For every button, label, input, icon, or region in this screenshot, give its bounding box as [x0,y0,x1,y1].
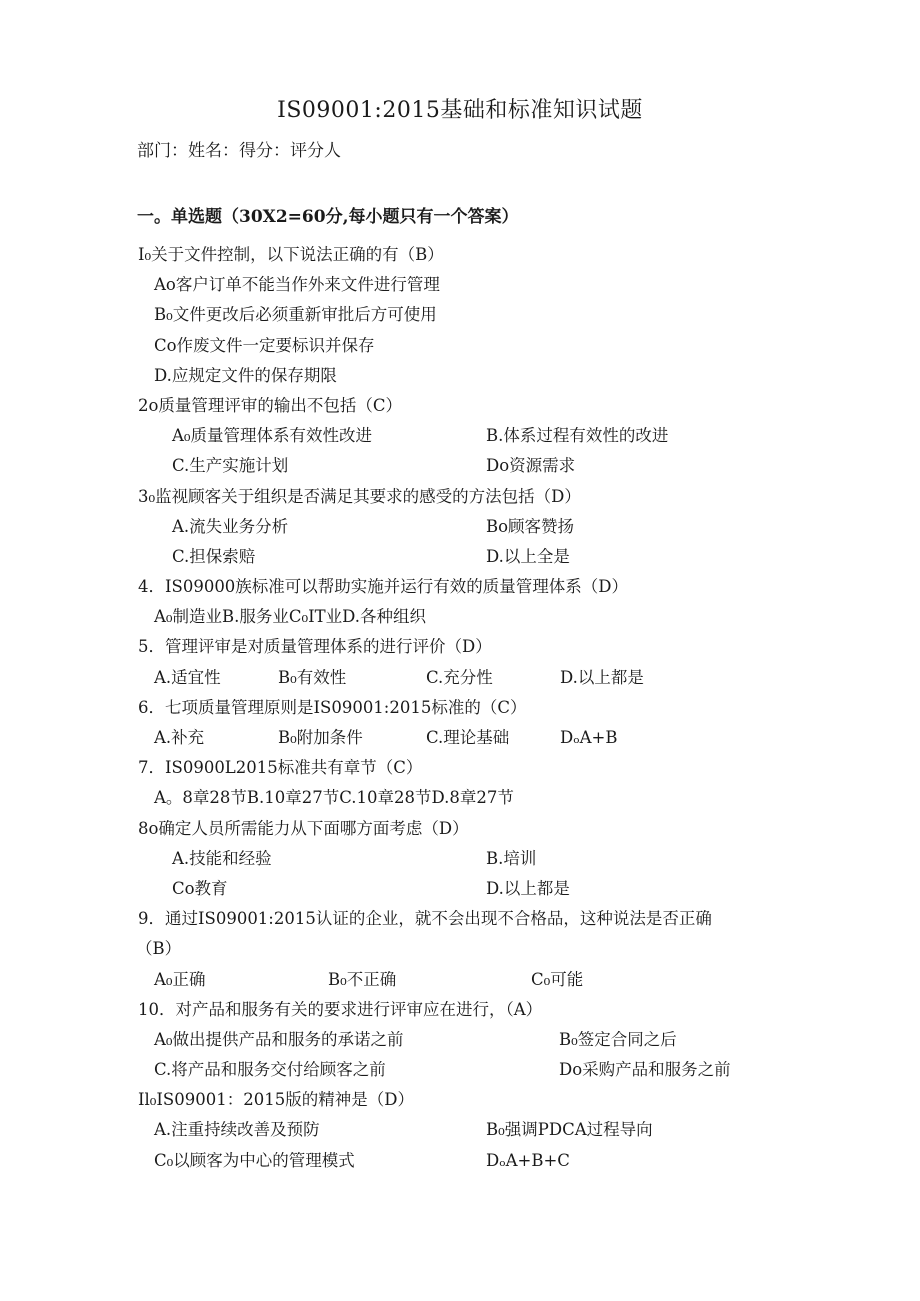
question-stem: 6．七项质量管理原则是IS09001:2015标准的（C） [138,697,527,717]
option: B₀强调PDCA过程导向 [486,1120,653,1140]
option: D.以上全是 [486,546,570,566]
option: DₒA+B+C [486,1150,570,1170]
option: D.应规定文件的保存期限 [154,365,337,385]
option: A₀正确 [154,969,206,989]
option-row [0,602,920,632]
option: B₀文件更改后必须重新审批后方可使用 [154,305,437,325]
option: A.技能和经验 [172,848,272,868]
question-stem: Il₀IS09001：2015版的精神是（D） [138,1090,414,1110]
option-row [0,1115,920,1145]
option: C.担保索赔 [172,546,256,566]
option: B₀有效性 [278,667,347,687]
option: B₀签定合同之后 [559,1029,677,1049]
option: B₀不正确 [328,969,397,989]
option-row [0,1055,920,1085]
question-stem: 3₀监视顾客关于组织是否满足其要求的感受的方法包括（D） [138,486,581,506]
option: Co作废文件一定要标识并保存 [154,335,375,355]
section-heading: 一。单选题（30X2=60分,每小题只有一个答案） [137,207,519,227]
option-row [0,1025,920,1055]
option-row [0,874,920,904]
option: Bo顾客赞扬 [486,516,575,536]
page-title: IS09001:2015基础和标准知识试题 [277,98,643,123]
question-stem: 5．管理评审是对质量管理体系的进行评价（D） [138,637,492,657]
question-stem: 2o质量管理评审的输出不包括（C） [138,395,403,415]
option-row [0,542,920,572]
option: A.流失业务分析 [172,516,289,536]
option: C₀以顾客为中心的管理模式 [154,1150,355,1170]
option-row [0,663,920,693]
option: A₀做出提供产品和服务的承诺之前 [154,1029,404,1049]
option-row [0,723,920,753]
question-stem: 9．通过IS09001:2015认证的企业，就不会出现不合格品，这种说法是否正确 [138,909,712,929]
question-stem: 10．对产品和服务有关的要求进行评审应在进行，（A） [138,999,543,1019]
question-stem: 4．IS09000族标准可以帮助实施并运行有效的质量管理体系（D） [138,577,629,597]
question-stem: I₀关于文件控制，以下说法正确的有（B） [138,245,444,264]
option: C.充分性 [426,667,493,687]
option-row [0,270,920,300]
option-row [0,451,920,481]
option-row [0,783,920,813]
option: A.适宜性 [154,667,221,687]
option-row [0,421,920,451]
option: DₒA+B [560,728,618,747]
option: C.将产品和服务交付给顾客之前 [154,1060,386,1080]
option: Co教育 [172,878,228,898]
option: A₀质量管理体系有效性改进 [172,426,373,446]
question-stem: 8o确定人员所需能力从下面哪方面考虑（D） [138,818,469,838]
question-stem-continued: （B） [136,939,182,959]
option: B₀附加条件 [278,728,363,747]
option: C.生产实施计划 [172,456,289,476]
option-row [0,512,920,542]
option: B.体系过程有效性的改进 [486,426,669,446]
option: A。8章28节B.10章27节C.10章28节D.8章27节 [154,788,514,808]
option: C₀可能 [531,969,584,989]
option-row [0,965,920,995]
option-row [0,331,920,361]
option: Ao客户订单不能当作外来文件进行管理 [154,275,440,295]
option: D.以上都是 [486,878,570,898]
question-list [0,240,920,1176]
option-row [0,1146,920,1176]
option: D.以上都是 [560,667,644,687]
option: A.补充 [154,728,205,747]
option: A₀制造业B.服务业C₀IT业D.各种组织 [154,607,427,627]
option-row [0,300,920,330]
option: A.注重持续改善及预防 [154,1120,320,1140]
option: B.培训 [486,848,537,868]
option: Do资源需求 [486,456,576,476]
option-row [0,844,920,874]
info-line: 部门：姓名：得分：评分人 [137,141,341,161]
option: C.理论基础 [426,728,510,747]
question-stem: 7．IS0900L2015标准共有章节（C） [138,758,423,778]
option: Do采购产品和服务之前 [559,1060,731,1080]
option-row [0,361,920,391]
